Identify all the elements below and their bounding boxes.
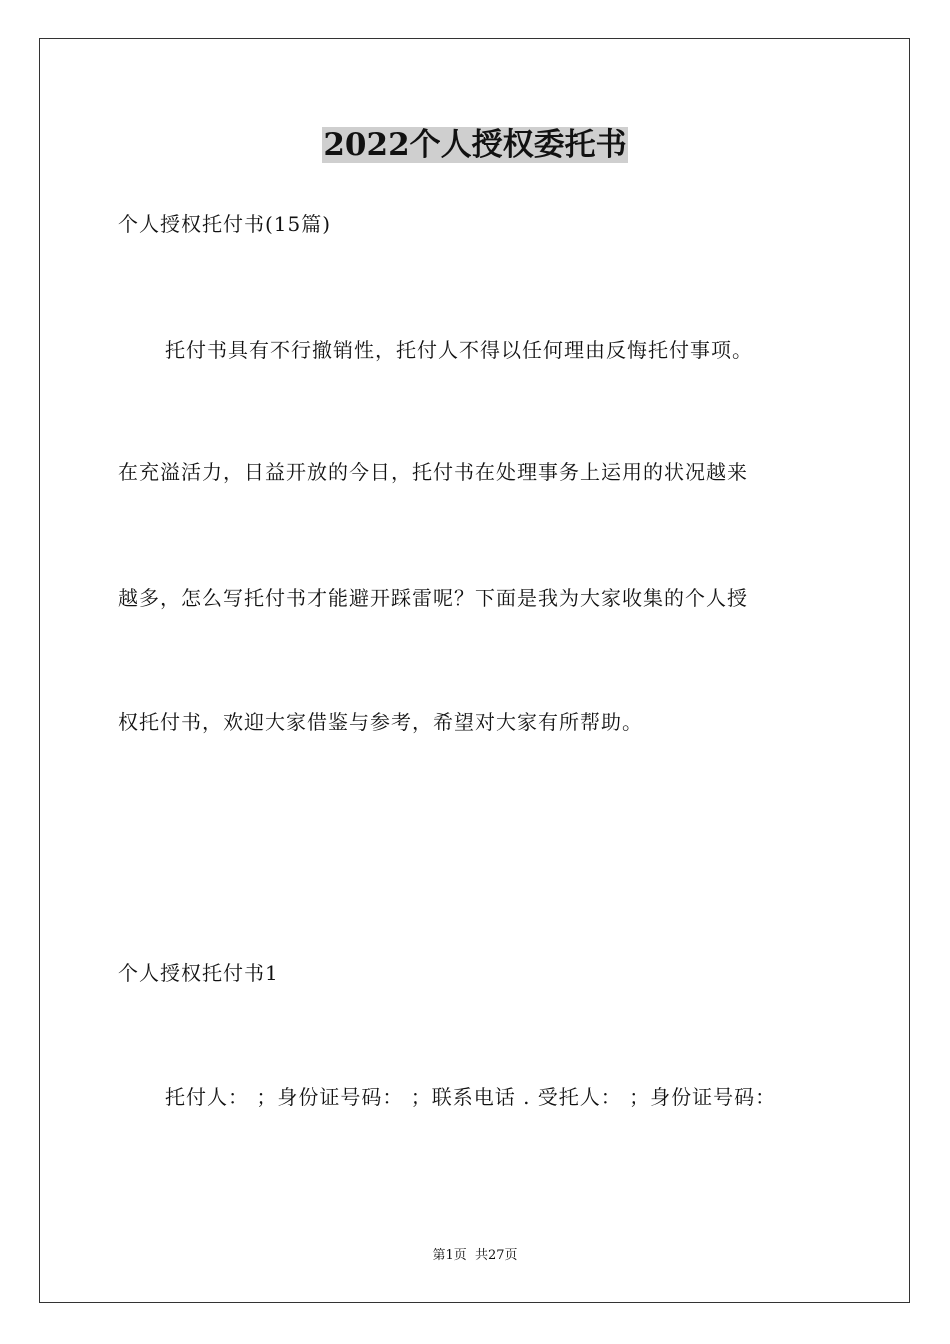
intro-paragraph-line: 托付书具有不行撤销性，托付人不得以任何理由反悔托付事项。	[165, 338, 753, 362]
intro-paragraph-line: 在充溢活力，日益开放的今日，托付书在处理事务上运用的状况越来	[118, 460, 748, 484]
section-body-line: 托付人： ；身份证号码： ；联系电话 . 受托人： ；身份证号码：	[165, 1085, 777, 1109]
page-number-footer: 第1页 共27页	[432, 1248, 518, 1263]
document-title-text: 2022个人授权委托书	[323, 127, 627, 163]
intro-paragraph-line: 权托付书，欢迎大家借鉴与参考，希望对大家有所帮助。	[118, 710, 643, 734]
document-subtitle: 个人授权托付书(15篇)	[118, 212, 332, 236]
intro-paragraph-line: 越多，怎么写托付书才能避开踩雷呢？下面是我为大家收集的个人授	[118, 586, 748, 610]
document-title	[0, 122, 950, 168]
section-heading: 个人授权托付书1	[118, 961, 279, 985]
